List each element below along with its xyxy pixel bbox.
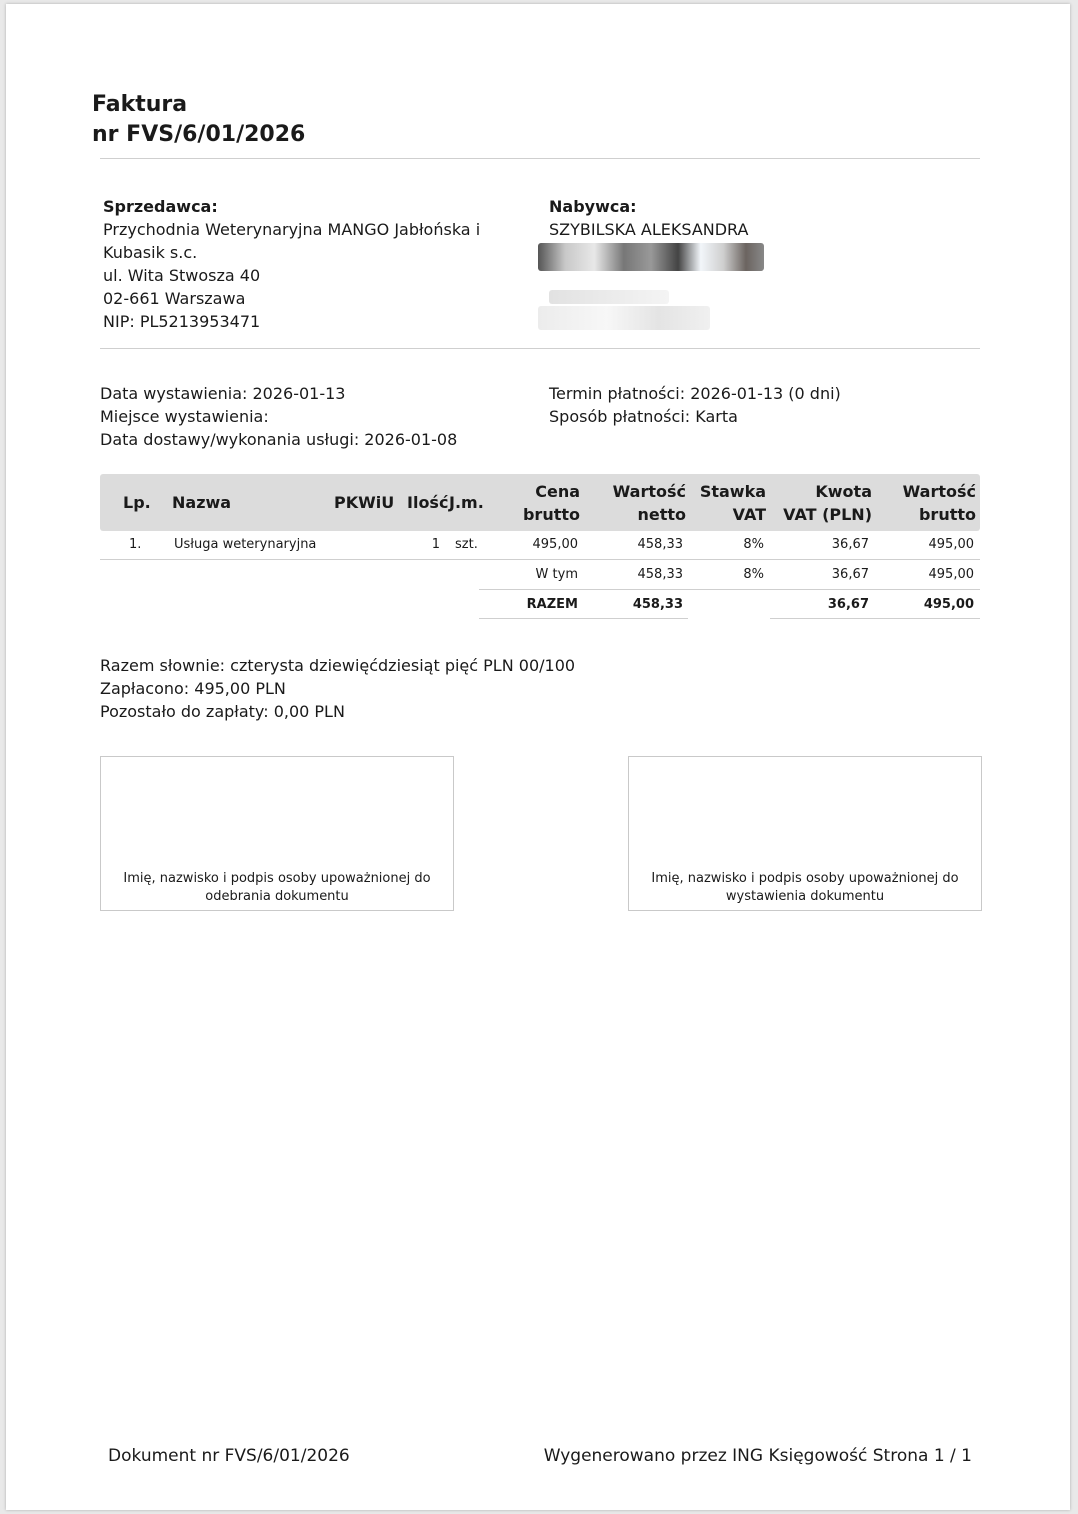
buyer-name: SZYBILSKA ALEKSANDRA — [549, 220, 749, 239]
col-lp: Lp. — [123, 493, 151, 512]
row-net-value: 458,33 — [637, 537, 683, 552]
col-pkwiu: PKWiU — [334, 493, 395, 512]
col-name: Nazwa — [172, 493, 232, 512]
issue-date: Data wystawienia: 2026-01-13 — [100, 384, 346, 403]
row-lp: 1. — [129, 537, 142, 552]
col-net-value-2: netto — [637, 505, 686, 524]
seller-heading: Sprzedawca: — [103, 197, 218, 216]
row-unit: szt. — [455, 537, 478, 552]
col-vat-amount: Kwota — [815, 482, 872, 501]
invoice-page — [6, 4, 1070, 1510]
col-net-value: Wartość — [612, 482, 686, 501]
including-vat-amount: 36,67 — [831, 567, 869, 582]
redacted-country — [549, 290, 669, 304]
footer-document-number: Dokument nr FVS/6/01/2026 — [108, 1446, 350, 1466]
including-label: W tym — [535, 567, 578, 582]
amount-remaining: Pozostało do zapłaty: 0,00 PLN — [100, 702, 345, 721]
row-qty: 1 — [431, 537, 440, 552]
redacted-nip — [538, 306, 710, 330]
row-divider — [100, 559, 980, 560]
divider — [100, 348, 980, 349]
col-qty: Ilość — [407, 493, 449, 512]
invoice-title: Faktura — [92, 92, 188, 117]
col-vat-rate-2: VAT — [732, 505, 766, 524]
row-gross-value: 495,00 — [928, 537, 974, 552]
including-gross-value: 495,00 — [928, 567, 974, 582]
payment-method: Sposób płatności: Karta — [549, 407, 738, 426]
row-vat-rate: 8% — [743, 537, 764, 552]
total-gross-value: 495,00 — [923, 597, 974, 612]
row-divider — [770, 618, 980, 619]
col-unit: J.m. — [449, 493, 484, 512]
seller-nip: NIP: PL5213953471 — [103, 312, 261, 331]
col-vat-amount-2: VAT (PLN) — [783, 505, 872, 524]
invoice-number: nr FVS/6/01/2026 — [92, 122, 306, 147]
footer-generated-by: Wygenerowano przez ING Księgowość Strona 1 / 1 — [543, 1446, 972, 1466]
col-gross-value-2: brutto — [918, 505, 976, 524]
including-net-value: 458,33 — [637, 567, 683, 582]
col-gross-price: Cena — [535, 482, 580, 501]
issue-place: Miejsce wystawienia: — [100, 407, 269, 426]
divider — [100, 158, 980, 159]
seller-name: Przychodnia Weterynaryjna MANGO Jabłońska i — [103, 220, 481, 239]
col-gross-price-2: brutto — [522, 505, 580, 524]
total-label: RAZEM — [526, 597, 578, 612]
row-name: Usługa weterynaryjna — [174, 537, 317, 552]
including-vat-rate: 8% — [743, 567, 764, 582]
issuer-signature-box — [628, 756, 982, 911]
row-gross-price: 495,00 — [532, 537, 578, 552]
receiver-signature-caption: Imię, nazwisko i podpis osoby upoważnionej do odebrania dokumentu — [123, 871, 431, 904]
delivery-date: Data dostawy/wykonania usługi: 2026-01-08 — [100, 430, 458, 449]
seller-name-cont: Kubasik s.c. — [103, 243, 198, 262]
seller-city: 02-661 Warszawa — [103, 289, 246, 308]
row-vat-amount: 36,67 — [831, 537, 869, 552]
issuer-signature-caption: Imię, nazwisko i podpis osoby upoważnionej do wystawienia dokumentu — [651, 871, 959, 904]
total-net-value: 458,33 — [632, 597, 683, 612]
payment-due: Termin płatności: 2026-01-13 (0 dni) — [549, 384, 841, 403]
redacted-address — [538, 243, 764, 271]
col-vat-rate: Stawka — [699, 482, 766, 501]
row-divider — [479, 618, 688, 619]
receiver-signature-box — [100, 756, 454, 911]
seller-street: ul. Wita Stwosza 40 — [103, 266, 261, 285]
buyer-heading: Nabywca: — [549, 197, 637, 216]
amount-paid: Zapłacono: 495,00 PLN — [100, 679, 286, 698]
row-divider — [479, 589, 980, 590]
amount-in-words: Razem słownie: czterysta dziewięćdziesiąt pięć PLN 00/100 — [100, 656, 576, 675]
col-gross-value: Wartość — [902, 482, 976, 501]
total-vat-amount: 36,67 — [827, 597, 869, 612]
